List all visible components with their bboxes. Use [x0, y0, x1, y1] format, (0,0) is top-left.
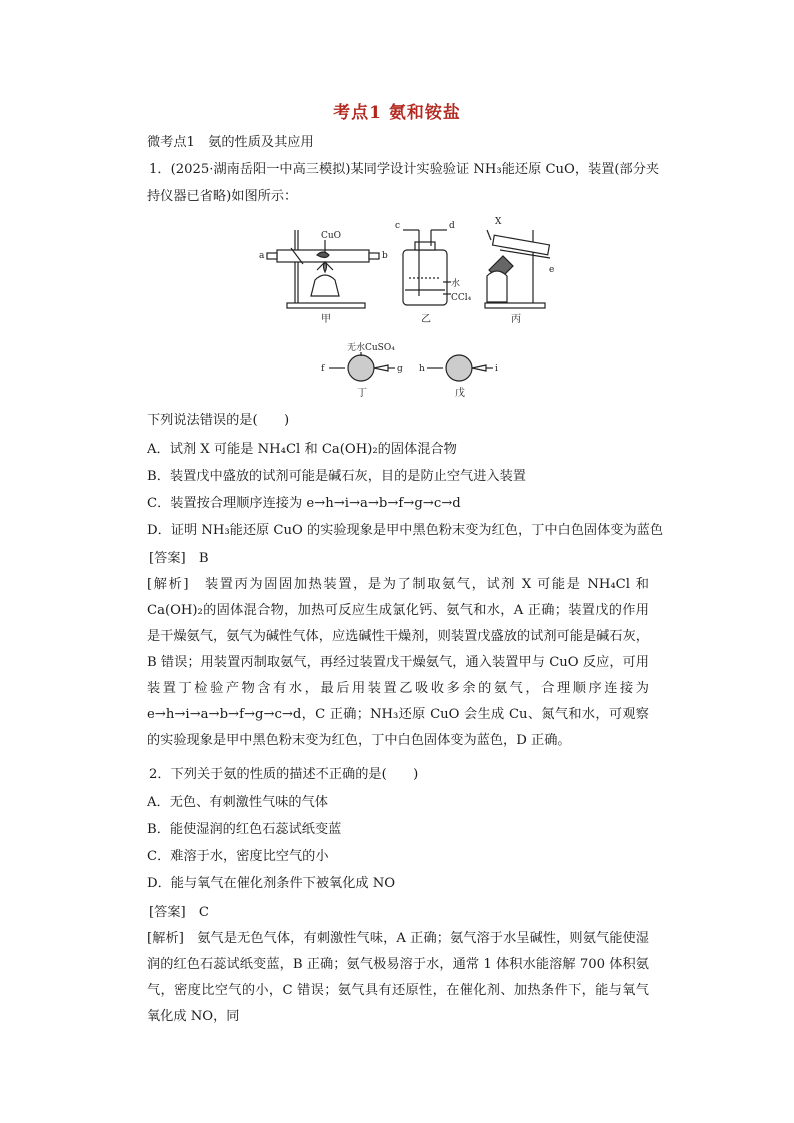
q2-answer-value: C — [198, 905, 209, 920]
section-heading: 微考点1 氨的性质及其应用 — [147, 135, 314, 150]
label-h: h — [419, 364, 425, 374]
q2-stem: 2．下列关于氨的性质的描述不正确的是( ) — [149, 767, 419, 782]
q1-answer — [149, 550, 209, 568]
caption-ding: 丁 — [357, 388, 367, 399]
caption-wu: 戊 — [455, 388, 465, 399]
q2-option-a: A．无色、有刺激性气味的气体 — [147, 795, 328, 810]
q1-analysis: [解析] 装置丙为固固加热装置，是为了制取氨气，试剂 X 可能是 NH₄Cl 和 Ca(OH)₂的固体混合物，加热可反应生成氯化钙、氨气和水，A 正确；装置戊的作用是干燥氨气，氨气为碱性气体，应选碱性干燥剂，则装置戊盛放的试剂可能是碱石灰，B 错误；用装置丙制取氨气，再经过装置戊干燥氨气，通入装置甲与 CuO 反应，可用装置丁检验产物含有水，最后用装置乙吸收多余的氨气，合理顺序连接为 e→h→i→a→b→f→g→c→d，C 正确；NH₃还原 CuO 会生成 Cu、氮气和水，可观察的实验现象是甲中黑色粉末变为红色，丁中白色固体变为蓝色，D 正确。 — [147, 577, 649, 748]
caption-jia: 甲 — [321, 314, 331, 325]
q1-stem-line2: 持仪器已省略)如图所示： — [147, 189, 298, 204]
q2-option-b: B．能使湿润的红色石蕊试纸变蓝 — [147, 822, 342, 837]
q1-prompt: 下列说法错误的是( ) — [147, 413, 290, 428]
apparatus-wu — [427, 355, 493, 381]
label-cuo: CuO — [321, 231, 342, 241]
q1-answer-label: [答案] — [149, 551, 186, 566]
q1-answer-value: B — [198, 551, 209, 566]
label-f: f — [321, 364, 325, 374]
apparatus-figure — [255, 210, 555, 405]
caption-yi: 乙 — [421, 314, 431, 325]
q2-analysis: [解析] 氨气是无色气体，有刺激性气味，A 正确；氨气溶于水呈碱性，则氨气能使湿润的红色石蕊试纸变蓝，B 正确；氨气极易溶于水，通常 1 体积水能溶解 700 体积氨气，密度比空气的小，C 错误；氨气具有还原性，在催化剂、加热条件下，能与氧气氧化成 NO，同 — [147, 931, 649, 1024]
label-g: g — [397, 364, 403, 374]
apparatus-bing — [485, 230, 550, 308]
label-i: i — [495, 364, 498, 374]
page-title: 考点1 氨和铵盐 — [333, 103, 461, 123]
q2-answer — [149, 904, 209, 922]
label-c: c — [395, 221, 401, 231]
q2-option-d: D．能与氧气在催化剂条件下被氧化成 NO — [147, 876, 396, 891]
q2-option-c: C．难溶于水，密度比空气的小 — [147, 849, 329, 864]
label-d: d — [449, 221, 455, 231]
label-a: a — [259, 251, 265, 261]
label-water: 水 — [451, 279, 461, 289]
q1-option-c: C．装置按合理顺序连接为 e→h→i→a→b→f→g→c→d — [147, 496, 461, 511]
apparatus-jia — [267, 230, 379, 308]
q2-answer-label: [答案] — [149, 905, 186, 920]
label-b: b — [382, 251, 388, 261]
q1-option-b: B．装置戊中盛放的试剂可能是碱石灰，目的是防止空气进入装置 — [147, 469, 526, 484]
label-x: X — [495, 217, 502, 227]
apparatus-ding — [329, 352, 395, 381]
q1-stem-line1: 1．(2025·湖南岳阳一中高三模拟)某同学设计实验验证 NH₃能还原 CuO，装置(部分夹 — [149, 162, 660, 177]
apparatus-yi — [403, 230, 451, 305]
label-e: e — [549, 265, 555, 275]
caption-bing: 丙 — [511, 314, 521, 325]
label-ccl4: CCl₄ — [451, 293, 472, 303]
q1-option-a: A．试剂 X 可能是 NH₄Cl 和 Ca(OH)₂的固体混合物 — [147, 442, 457, 457]
label-cuso4: 无水CuSO₄ — [347, 343, 395, 353]
q1-option-d: D．证明 NH₃能还原 CuO 的实验现象是甲中黑色粉末变为红色，丁中白色固体变为蓝色 — [147, 523, 664, 538]
